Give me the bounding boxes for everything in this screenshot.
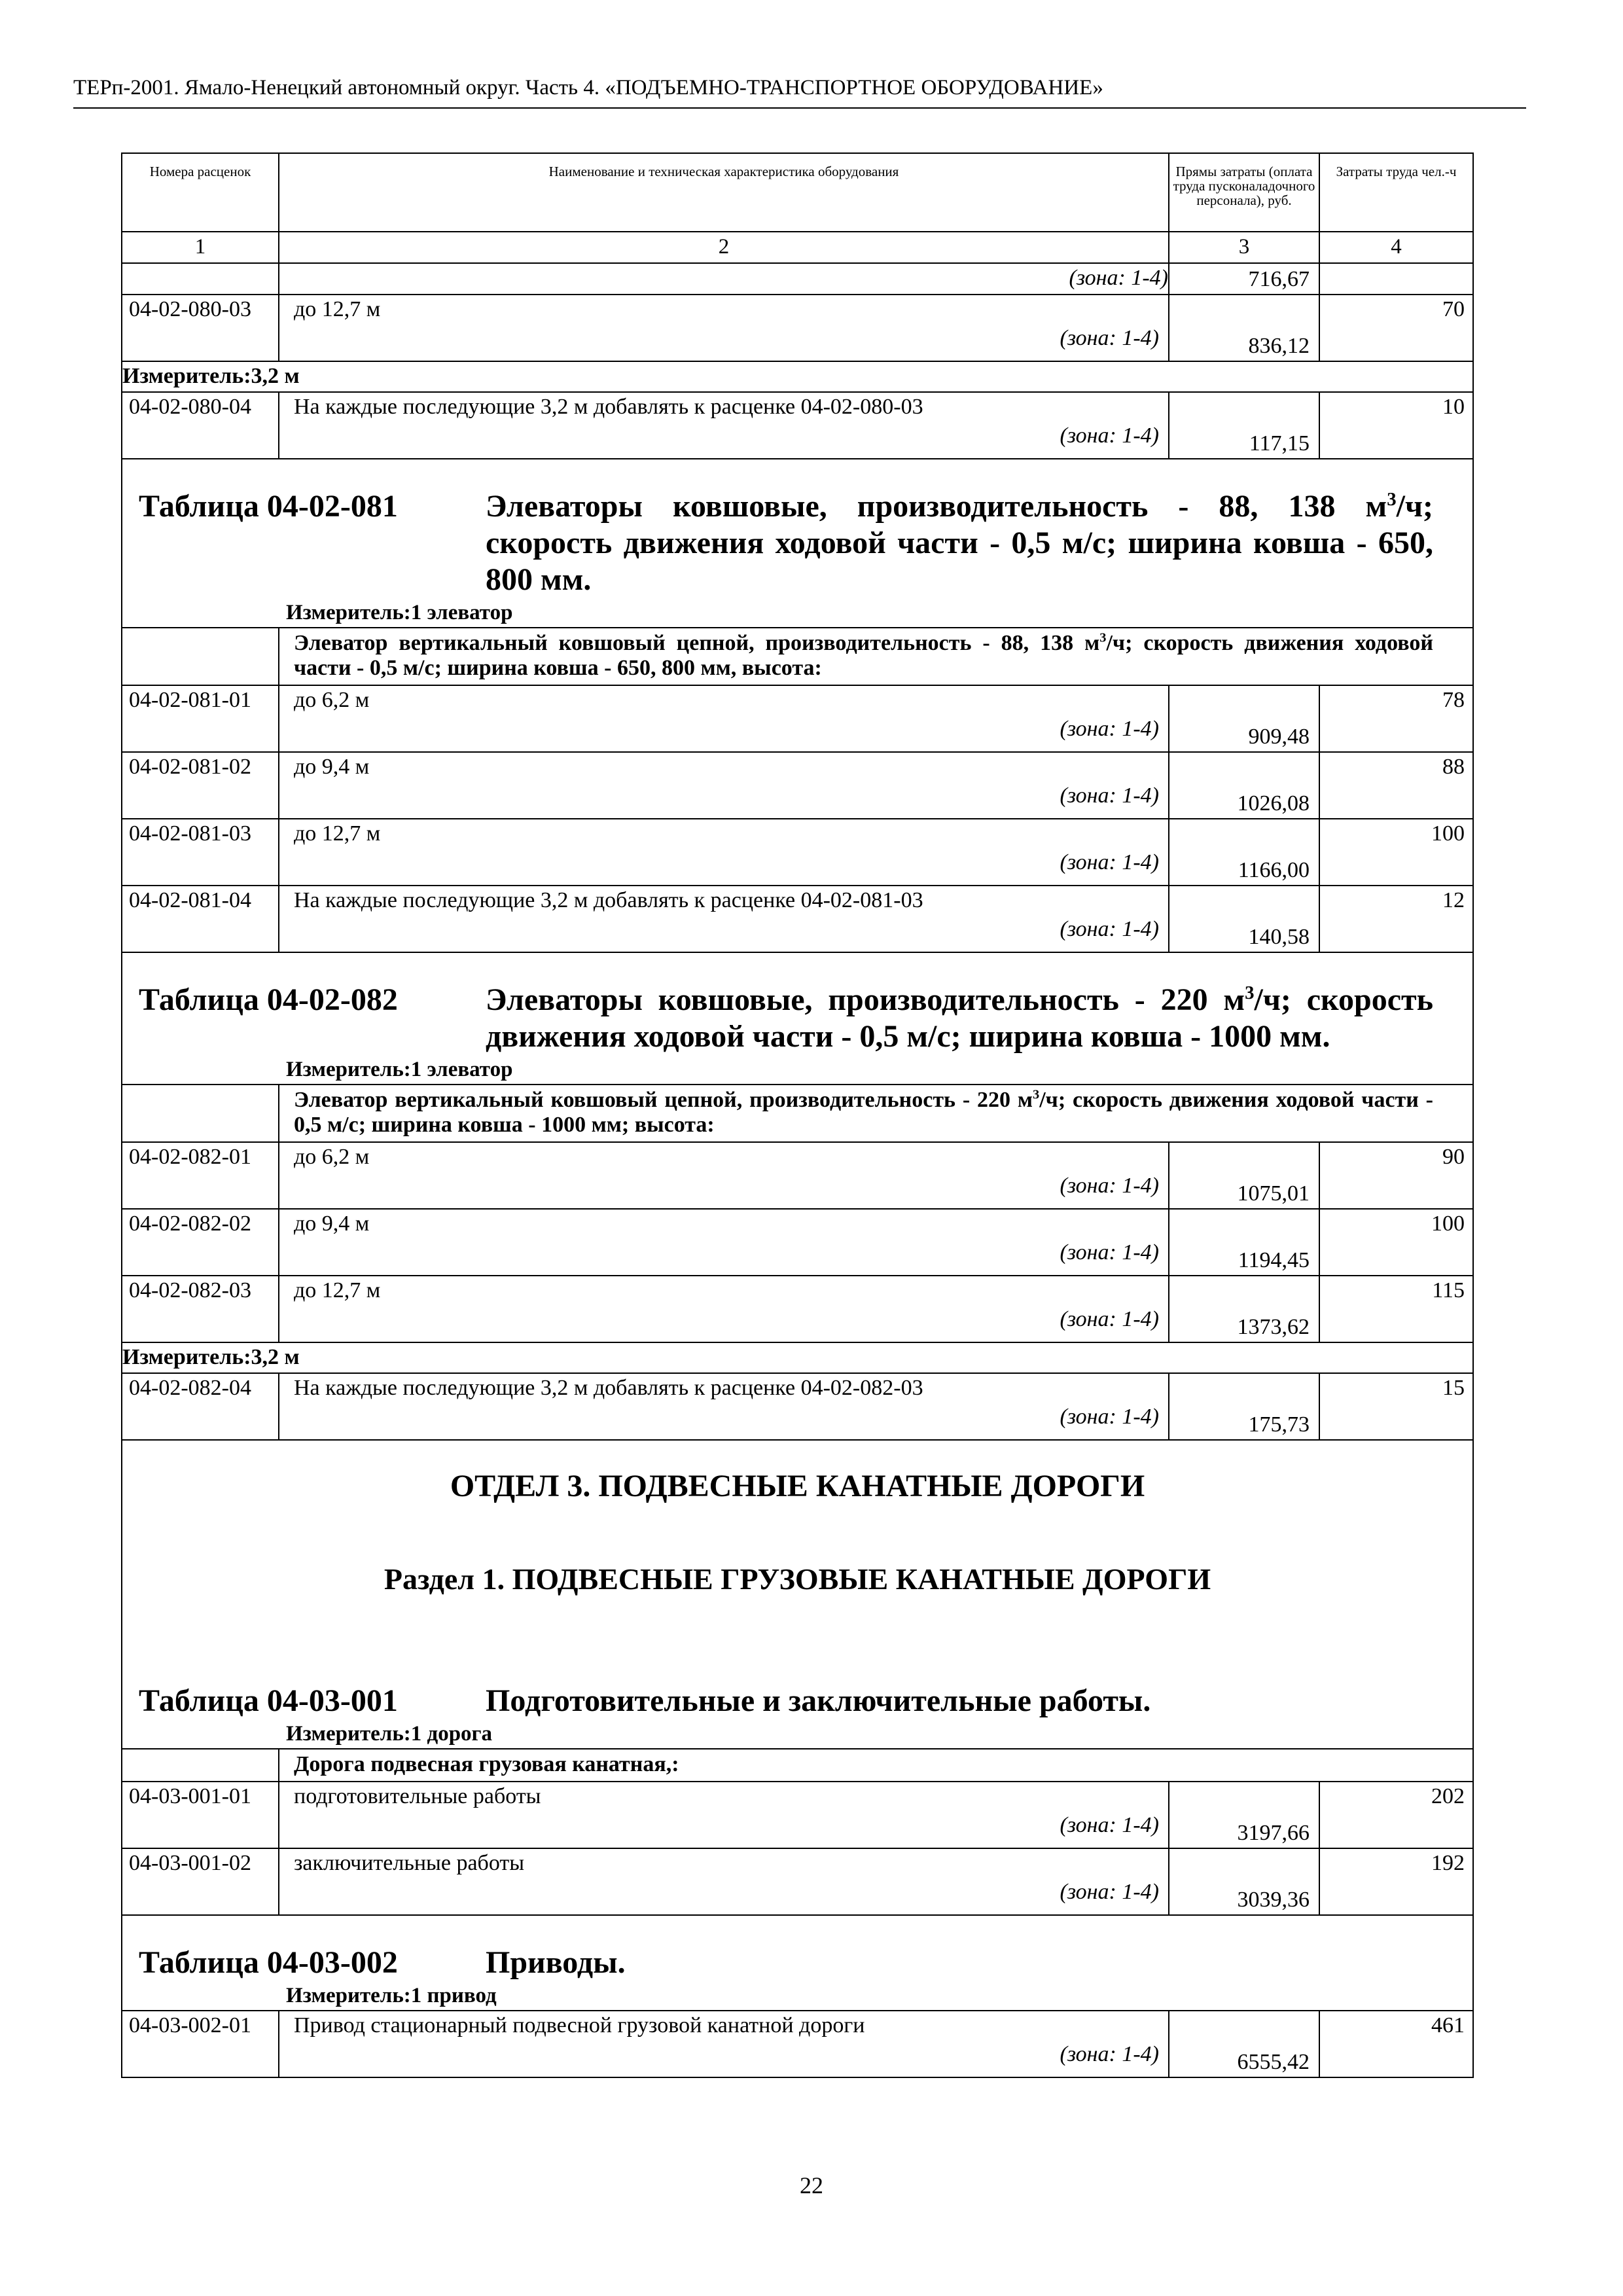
cost-cell: 1194,45 — [1169, 1209, 1319, 1276]
rates-table — [121, 152, 1474, 2078]
table-row — [122, 295, 1473, 361]
table-row — [122, 752, 1473, 819]
rate-name: до 12,7 м — [294, 1278, 381, 1302]
rate-name: На каждые последующие 3,2 м добавлять к расценке 04-02-082-03 — [294, 1376, 923, 1400]
labor-cell: 202 — [1319, 1782, 1473, 1848]
column-number-row — [122, 232, 1473, 263]
table-row — [122, 392, 1473, 459]
cost-cell: 1075,01 — [1169, 1142, 1319, 1209]
labor-cell: 115 — [1319, 1276, 1473, 1342]
col-header-name: Наименование и техническая характеристика оборудования — [279, 153, 1169, 232]
zone-label: (зона: 1-4) — [1060, 1813, 1159, 1837]
zone-label: (зона: 1-4) — [1060, 1880, 1159, 1904]
rate-code: 04-02-082-01 — [122, 1142, 279, 1209]
table-number: Таблица 04-03-002 — [139, 1945, 398, 1980]
cost-cell: 3197,66 — [1169, 1782, 1319, 1848]
table-number: Таблица 04-02-081 — [139, 489, 398, 524]
col-number: 3 — [1169, 232, 1319, 263]
measure-row — [122, 361, 1473, 392]
table-title-block — [122, 952, 1473, 1085]
rate-code: 04-02-082-04 — [122, 1373, 279, 1440]
table-title-block — [122, 459, 1473, 628]
labor-cell: 100 — [1319, 819, 1473, 886]
group-row — [122, 1749, 1473, 1782]
table-title: Приводы. — [486, 1945, 626, 1980]
col-header-labor: Затраты труда чел.-ч — [1319, 153, 1473, 232]
rate-name: до 6,2 м — [294, 1145, 370, 1169]
cost-cell: 140,58 — [1169, 886, 1319, 952]
labor-cell: 10 — [1319, 392, 1473, 459]
cost-cell: 3039,36 — [1169, 1848, 1319, 1915]
cost-cell: 716,67 — [1169, 263, 1319, 295]
col-number: 4 — [1319, 232, 1473, 263]
column-header-row — [122, 153, 1473, 232]
rate-name: до 12,7 м — [294, 297, 381, 321]
table-title-block — [122, 1915, 1473, 2011]
table-row — [122, 819, 1473, 886]
labor-cell: 90 — [1319, 1142, 1473, 1209]
col-header-cost: Прямы затраты (оплата труда пусконаладочного персонала), руб. — [1169, 153, 1319, 232]
table-row — [122, 263, 1473, 295]
labor-cell: 88 — [1319, 752, 1473, 819]
running-header: ТЕРп-2001. Ямало-Ненецкий автономный округ. Часть 4. «ПОДЪЕМНО-ТРАНСПОРТНОЕ ОБОРУДОВАНИЕ» — [73, 73, 1526, 109]
rate-code: 04-02-082-03 — [122, 1276, 279, 1342]
zone-label: (зона: 1-4) — [1060, 1174, 1159, 1198]
measure-row — [122, 1342, 1473, 1373]
group-heading: Элеватор вертикальный ковшовый цепной, производительность - 220 $м^3/ч$; скорость движения ходовой части - 0,5 м/с; ширина ковша - 1000 мм; высота: — [279, 1085, 1473, 1142]
group-row — [122, 1085, 1473, 1142]
zone-label: (зона: 1-4) — [1060, 717, 1159, 741]
rate-name: Привод стационарный подвесной грузовой канатной дороги — [294, 2013, 865, 2037]
table-row — [122, 2011, 1473, 2077]
rate-name: до 12,7 м — [294, 821, 381, 846]
rate-name: На каждые последующие 3,2 м добавлять к расценке 04-02-080-03 — [294, 395, 923, 419]
table-row — [122, 1209, 1473, 1276]
group-row — [122, 628, 1473, 685]
measure-label: Измеритель:1 привод — [286, 1984, 497, 2007]
col-number: 1 — [122, 232, 279, 263]
table-row — [122, 1782, 1473, 1848]
zone-label: (зона: 1-4) — [1060, 850, 1159, 874]
zone-label: (зона: 1-4) — [1060, 2042, 1159, 2066]
rate-name: заключительные работы — [294, 1851, 525, 1875]
rate-code: 04-03-001-01 — [122, 1782, 279, 1848]
measure-label: Измеритель:1 дорога — [286, 1722, 493, 1746]
table-row — [122, 1142, 1473, 1209]
measure-label: Измеритель:1 элеватор — [286, 1058, 513, 1081]
measure-label: Измеритель:3,2 м — [122, 361, 1473, 392]
rate-name: до 9,4 м — [294, 755, 370, 779]
labor-cell: 192 — [1319, 1848, 1473, 1915]
group-heading: Элеватор вертикальный ковшовый цепной, производительность - 88, 138 $м^3/ч$; скорость движения ходовой части - 0,5 м/с; ширина ковша - 650, 800 мм, высота: — [279, 628, 1473, 685]
measure-label: Измеритель:3,2 м — [122, 1342, 1473, 1373]
rate-name: подготовительные работы — [294, 1784, 541, 1808]
rate-code: 04-02-080-04 — [122, 392, 279, 459]
table-row — [122, 1848, 1473, 1915]
table-title: Элеваторы ковшовые, производительность - 88, 138 $м^3/ч$; скорость движения ходовой части - 0,5 м/с; ширина ковша - 650, 800 мм. — [486, 489, 1433, 597]
zone-label: (зона: 1-4) — [1060, 917, 1159, 941]
table-row — [122, 886, 1473, 952]
rate-code: 04-02-080-03 — [122, 295, 279, 361]
zone-label: (зона: 1-4) — [1060, 783, 1159, 808]
rate-name: до 6,2 м — [294, 688, 370, 712]
table-row — [122, 685, 1473, 752]
labor-cell: 70 — [1319, 295, 1473, 361]
group-heading: Дорога подвесная грузовая канатная,: — [279, 1749, 1473, 1782]
cost-cell: 836,12 — [1169, 295, 1319, 361]
section-heading: Раздел 1. ПОДВЕСНЫЕ ГРУЗОВЫЕ КАНАТНЫЕ ДОРОГИ — [383, 1562, 1211, 1596]
cost-cell: 1373,62 — [1169, 1276, 1319, 1342]
labor-cell: 78 — [1319, 685, 1473, 752]
rate-name: На каждые последующие 3,2 м добавлять к расценке 04-02-081-03 — [294, 888, 923, 912]
zone-label: (зона: 1-4) — [1060, 423, 1159, 448]
cost-cell: 909,48 — [1169, 685, 1319, 752]
rate-code: 04-02-081-03 — [122, 819, 279, 886]
cost-cell: 1166,00 — [1169, 819, 1319, 886]
zone-label: (зона: 1-4) — [1060, 1307, 1159, 1331]
col-header-codes: Номера расценок — [122, 153, 279, 232]
rate-code: 04-02-081-01 — [122, 685, 279, 752]
rate-code: 04-02-081-02 — [122, 752, 279, 819]
col-number: 2 — [279, 232, 1169, 263]
rate-code: 04-02-082-02 — [122, 1209, 279, 1276]
labor-cell: 12 — [1319, 886, 1473, 952]
rate-code: 04-03-002-01 — [122, 2011, 279, 2077]
zone-label: (зона: 1-4) — [1060, 1240, 1159, 1265]
zone-label: (зона: 1-4) — [1060, 1405, 1159, 1429]
zone-label: (зона: 1-4) — [279, 263, 1169, 295]
rate-code: 04-02-081-04 — [122, 886, 279, 952]
zone-label: (зона: 1-4) — [1060, 326, 1159, 350]
cost-cell: 1026,08 — [1169, 752, 1319, 819]
rate-name: до 9,4 м — [294, 1211, 370, 1236]
section-block — [122, 1440, 1473, 1749]
measure-label: Измеритель:1 элеватор — [286, 601, 513, 624]
page-number: 22 — [800, 2172, 823, 2198]
cost-cell: 6555,42 — [1169, 2011, 1319, 2077]
table-row — [122, 1276, 1473, 1342]
table-number: Таблица 04-02-082 — [139, 982, 398, 1017]
labor-cell: 15 — [1319, 1373, 1473, 1440]
table-number: Таблица 04-03-001 — [139, 1683, 398, 1718]
cost-cell: 175,73 — [1169, 1373, 1319, 1440]
table-title: Элеваторы ковшовые, производительность - 220 $м^3/ч$; скорость движения ходовой части - 0,5 м/с; ширина ковша - 1000 мм. — [486, 982, 1433, 1054]
labor-cell: 461 — [1319, 2011, 1473, 2077]
table-title: Подготовительные и заключительные работы. — [486, 1683, 1151, 1718]
rate-code: 04-03-001-02 — [122, 1848, 279, 1915]
table-row — [122, 1373, 1473, 1440]
labor-cell: 100 — [1319, 1209, 1473, 1276]
cost-cell: 117,15 — [1169, 392, 1319, 459]
division-heading: ОТДЕЛ 3. ПОДВЕСНЫЕ КАНАТНЫЕ ДОРОГИ — [450, 1469, 1145, 1503]
